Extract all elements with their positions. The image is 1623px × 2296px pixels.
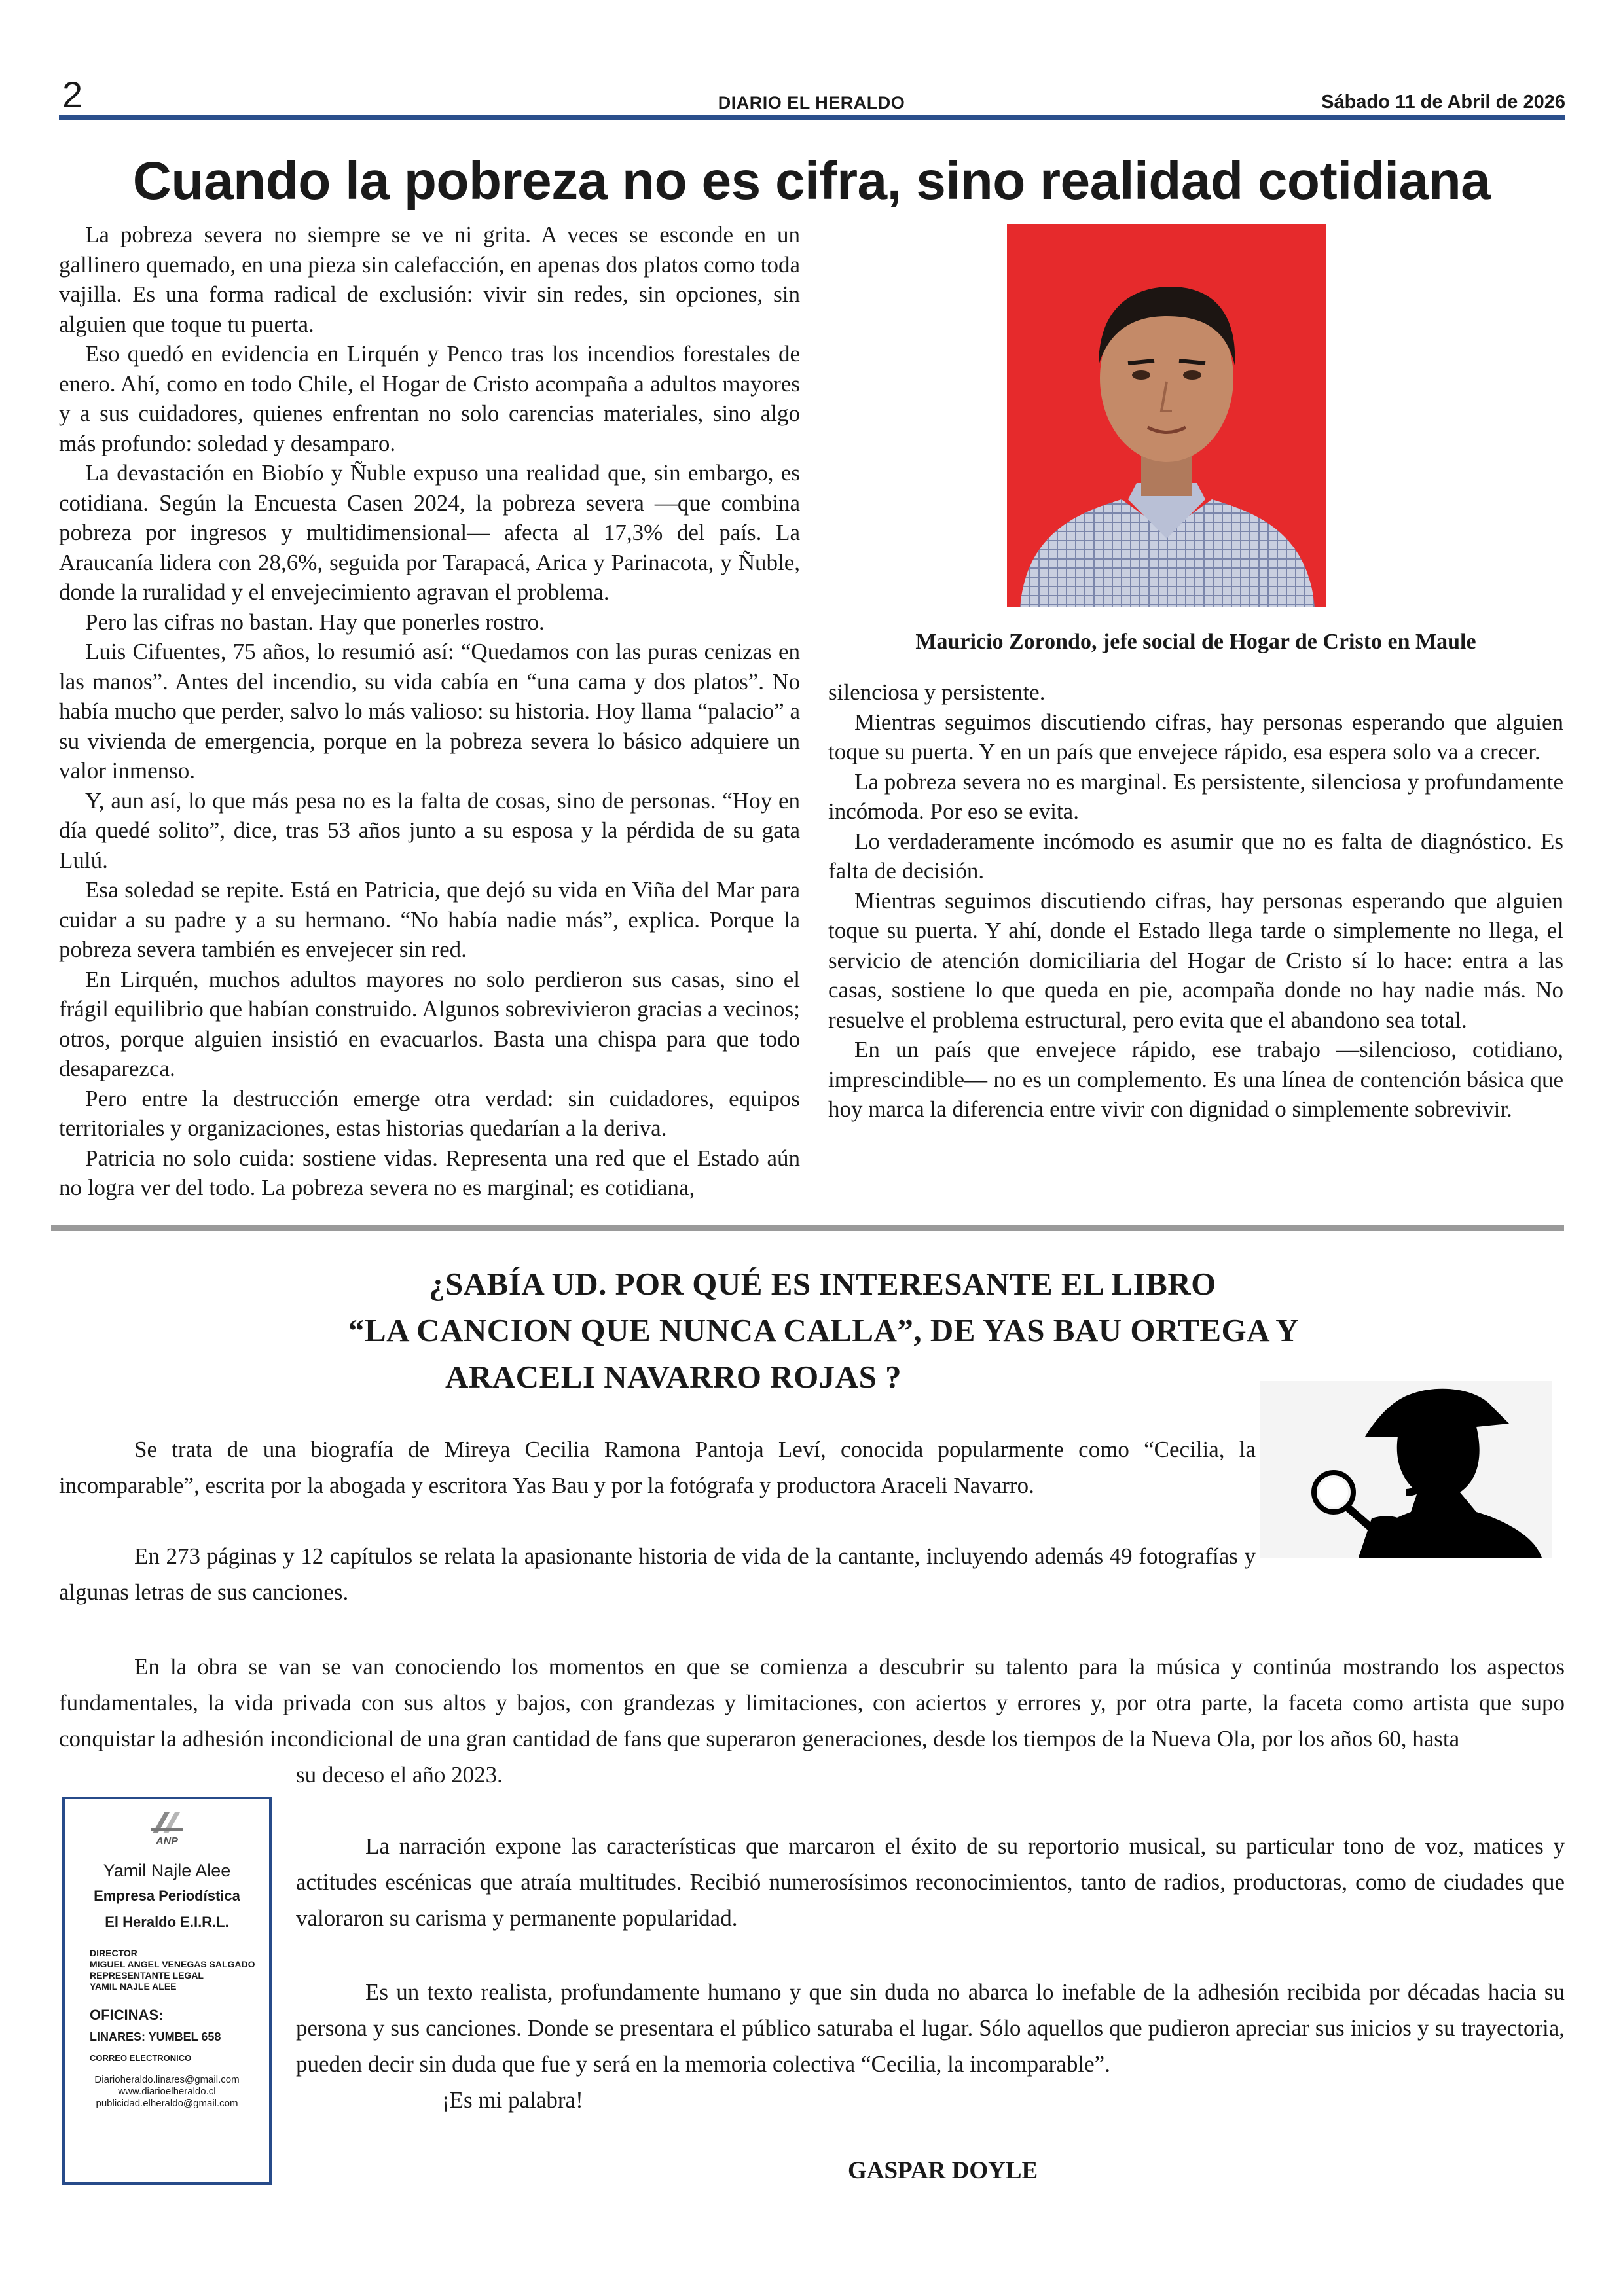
- paragraph: En la obra se van se van conociendo los momentos en que se comienza a descubrir su talento para la música y continúa mostrando los aspectos fundamentales, la vida privada con sus altos y bajos, con grandezas y limitaciones, con aciertos y errores y, por otra parte, la faceta como artista que supo conquistar la adhesión incondicional de una gran cantidad de fans que superaron generaciones, desde los tiempos de la Nueva Ola, por los años 60, hasta: [59, 1654, 1565, 1751]
- offices-label: OFICINAS:: [90, 2007, 164, 2023]
- paragraph-end: su deceso el año 2023.: [296, 1762, 503, 1787]
- paragraph: Mientras seguimos discutiendo cifras, hay personas esperando que alguien toque su puerta. Y en un país que envejece rápido, esa espera solo va a crecer.: [828, 709, 1563, 764]
- paragraph: Luis Cifuentes, 75 años, lo resumió así: “Quedamos con las puras cenizas en las manos”. Antes del incendio, su vida cabía en “una cama y dos platos”. No había mucho que perder, salvo lo más valioso: su historia. Hoy llama “palacio” a su vivienda de emergencia, porque en la pobreza severa lo básico adquiere un valor inmenso.: [59, 639, 800, 783]
- article-column-right: [828, 677, 1563, 1124]
- issue-date: Sábado 11 de Abril de 2026: [1321, 92, 1565, 113]
- paragraph: Pero las cifras no bastan. Hay que ponerles rostro.: [85, 609, 545, 635]
- advertising-email[interactable]: publicidad.elheraldo@gmail.com: [96, 2098, 238, 2109]
- paragraph: Se trata de una biografía de Mireya Cecilia Ramona Pantoja Leví, conocida popularmente como “Cecilia, la incomparable”, escrita por la abogada y escritora Yas Bau y por la fotógrafa y productora Araceli Navarro.: [59, 1437, 1256, 1498]
- paragraph: Es un texto realista, profundamente humano y que sin duda no abarca lo inefable de la adhesión recibida por décadas hacia su persona y sus canciones. Donde se presentara el público saturaba el lugar. Sólo aquellos que pudieron apreciar sus inicios y su trayectoria, pueden decir sin duda que fue y será en la memoria colectiva “Cecilia, la incomparable”.: [296, 1979, 1565, 2077]
- book-paragraph-1: [59, 1431, 1256, 1503]
- detective-silhouette-icon: [1260, 1381, 1552, 1558]
- paragraph: Lo verdaderamente incómodo es asumir que no es falta de diagnóstico. Es falta de decisión.: [828, 828, 1563, 884]
- book-paragraph-4: [296, 1828, 1565, 1936]
- book-paragraph-2: [59, 1538, 1256, 1610]
- paragraph: En 273 páginas y 12 capítulos se relata la apasionante historia de vida de la cantante, incluyendo además 49 fotografías y algunas letras de sus canciones.: [59, 1543, 1256, 1605]
- closing-line: ¡Es mi palabra!: [442, 2087, 583, 2113]
- offices-value: LINARES: YUMBEL 658: [90, 2030, 221, 2043]
- paragraph: En un país que envejece rápido, ese trabajo —silencioso, cotidiano, imprescindible— no es un complemento. Es una línea de contención básica que hoy marca la diferencia entre vivir con dignidad o simplemente sobrevivir.: [828, 1037, 1563, 1122]
- paragraph: En Lirquén, muchos adultos mayores no solo perdieron sus casas, sino el frágil equilibrio que habían construido. Algunos sobrevivieron gracias a vecinos; otros, porque alguien insistió en evacuarlos. Basta una chispa para que todo desaparezca.: [59, 966, 800, 1081]
- page-number: 2: [62, 74, 83, 115]
- email-label: CORREO ELECTRONICO: [90, 2053, 192, 2063]
- website-link[interactable]: www.diarioelheraldo.cl: [118, 2086, 216, 2097]
- paragraph: La pobreza severa no siempre se ve ni grita. A veces se esconde en un gallinero quemado, en una pieza sin calefacción, en apenas dos platos como toda vajilla. Es una forma radical de exclusión: vivir sin redes, sin opciones, sin alguien que toque tu puerta.: [59, 222, 800, 337]
- anp-logo-text: ANP: [156, 1836, 178, 1847]
- owner-name: Yamil Najle Alee: [103, 1861, 231, 1880]
- header-rule: [59, 115, 1565, 120]
- photo-caption: Mauricio Zorondo, jefe social de Hogar de Cristo en Maule: [915, 630, 1476, 654]
- contact-email[interactable]: Diarioheraldo.linares@gmail.com: [94, 2074, 240, 2085]
- paragraph: Esa soledad se repite. Está en Patricia, que dejó su vida en Viña del Mar para cuidar a su padre y a su hermano. “No había nadie más”, explica. Porque la pobreza severa también es envejecer sin red.: [59, 877, 800, 962]
- paragraph: Eso quedó en evidencia en Lirquén y Penco tras los incendios forestales de enero. Ahí, como en todo Chile, el Hogar de Cristo acompaña a adultos mayores y a sus cuidadores, quienes enfrentan no solo carencias materiales, sino algo más profundo: soledad y desamparo.: [59, 341, 800, 456]
- newspaper-name: DIARIO EL HERALDO: [718, 93, 905, 113]
- company-line-2: El Heraldo E.I.R.L.: [105, 1914, 229, 1930]
- book-paragraph-3: [59, 1649, 1565, 1793]
- legal-rep-label: REPRESENTANTE LEGAL: [90, 1970, 204, 1981]
- section-title-line-1: ¿SABÍA UD. POR QUÉ ES INTERESANTE EL LIBRO: [429, 1266, 1216, 1302]
- director-name: MIGUEL ANGEL VENEGAS SALGADO: [90, 1959, 255, 1969]
- article-column-left: [59, 220, 800, 1203]
- paragraph: La narración expone las características que marcaron el éxito de su reportorio musical, su particular tono de voz, matices y actitudes escénicas que atraía multitudes. Recibió numerosísimos reconocimientos, tanto de radios, productoras, como de ciudades que valoraron su carisma y permanente popularidad.: [296, 1833, 1565, 1931]
- legal-rep-name: YAMIL NAJLE ALEE: [90, 1981, 177, 1992]
- paragraph: silenciosa y persistente.: [828, 679, 1046, 705]
- paragraph: Patricia no solo cuida: sostiene vidas. Representa una red que el Estado aún no logra ver del todo. La pobreza severa no es marginal; es cotidiana,: [59, 1145, 800, 1200]
- anp-logo: [65, 1808, 269, 1848]
- author-signature: GASPAR DOYLE: [848, 2157, 1038, 2184]
- section-divider: [51, 1225, 1564, 1231]
- section-title-line-2: “LA CANCION QUE NUNCA CALLA”, DE YAS BAU ORTEGA Y: [348, 1312, 1300, 1348]
- company-line-1: Empresa Periodística: [94, 1888, 240, 1904]
- portrait-photo: [1007, 224, 1326, 607]
- paragraph: Y, aun así, lo que más pesa no es la falta de cosas, sino de personas. “Hoy en día quedé solito”, dice, tras 53 años junto a su esposa y la pérdida de su gata Lulú.: [59, 787, 800, 873]
- paragraph: Pero entre la destrucción emerge otra verdad: sin cuidadores, equipos territoriales y organizaciones, estas historias quedarían a la deriva.: [59, 1085, 800, 1141]
- paragraph: La devastación en Biobío y Ñuble expuso una realidad que, sin embargo, es cotidiana. Según la Encuesta Casen 2024, la pobreza severa —que combina pobreza por ingresos y multidimensional— afecta al 17,3% del país. La Araucanía lidera con 28,6%, seguida por Tarapacá, Arica y Parinacota, y Ñuble, donde la ruralidad y el envejecimiento agravan el problema.: [59, 460, 800, 605]
- article-headline: Cuando la pobreza no es cifra, sino realidad cotidiana: [132, 151, 1491, 211]
- anp-logo-icon: [147, 1808, 187, 1836]
- portrait-illustration: [1007, 224, 1326, 607]
- director-label: DIRECTOR: [90, 1948, 137, 1958]
- book-paragraph-5: [296, 1974, 1565, 2118]
- paragraph: Mientras seguimos discutiendo cifras, hay personas esperando que alguien toque su puerta. Y ahí, donde el Estado llega tarde o simplemente no llega, el servicio de atención domiciliaria del Hogar de Cristo sí lo hace: entra a las casas, sostiene lo que queda en pie, acompaña donde no hay nadie más. No resuelve el problema estructural, pero evita que el abandono sea total.: [828, 888, 1563, 1033]
- section-title-line-3: ARACELI NAVARRO ROJAS ?: [445, 1359, 902, 1395]
- paragraph: La pobreza severa no es marginal. Es persistente, silenciosa y profundamente incómoda. Por eso se evita.: [828, 768, 1563, 824]
- masthead-box: [62, 1797, 272, 2185]
